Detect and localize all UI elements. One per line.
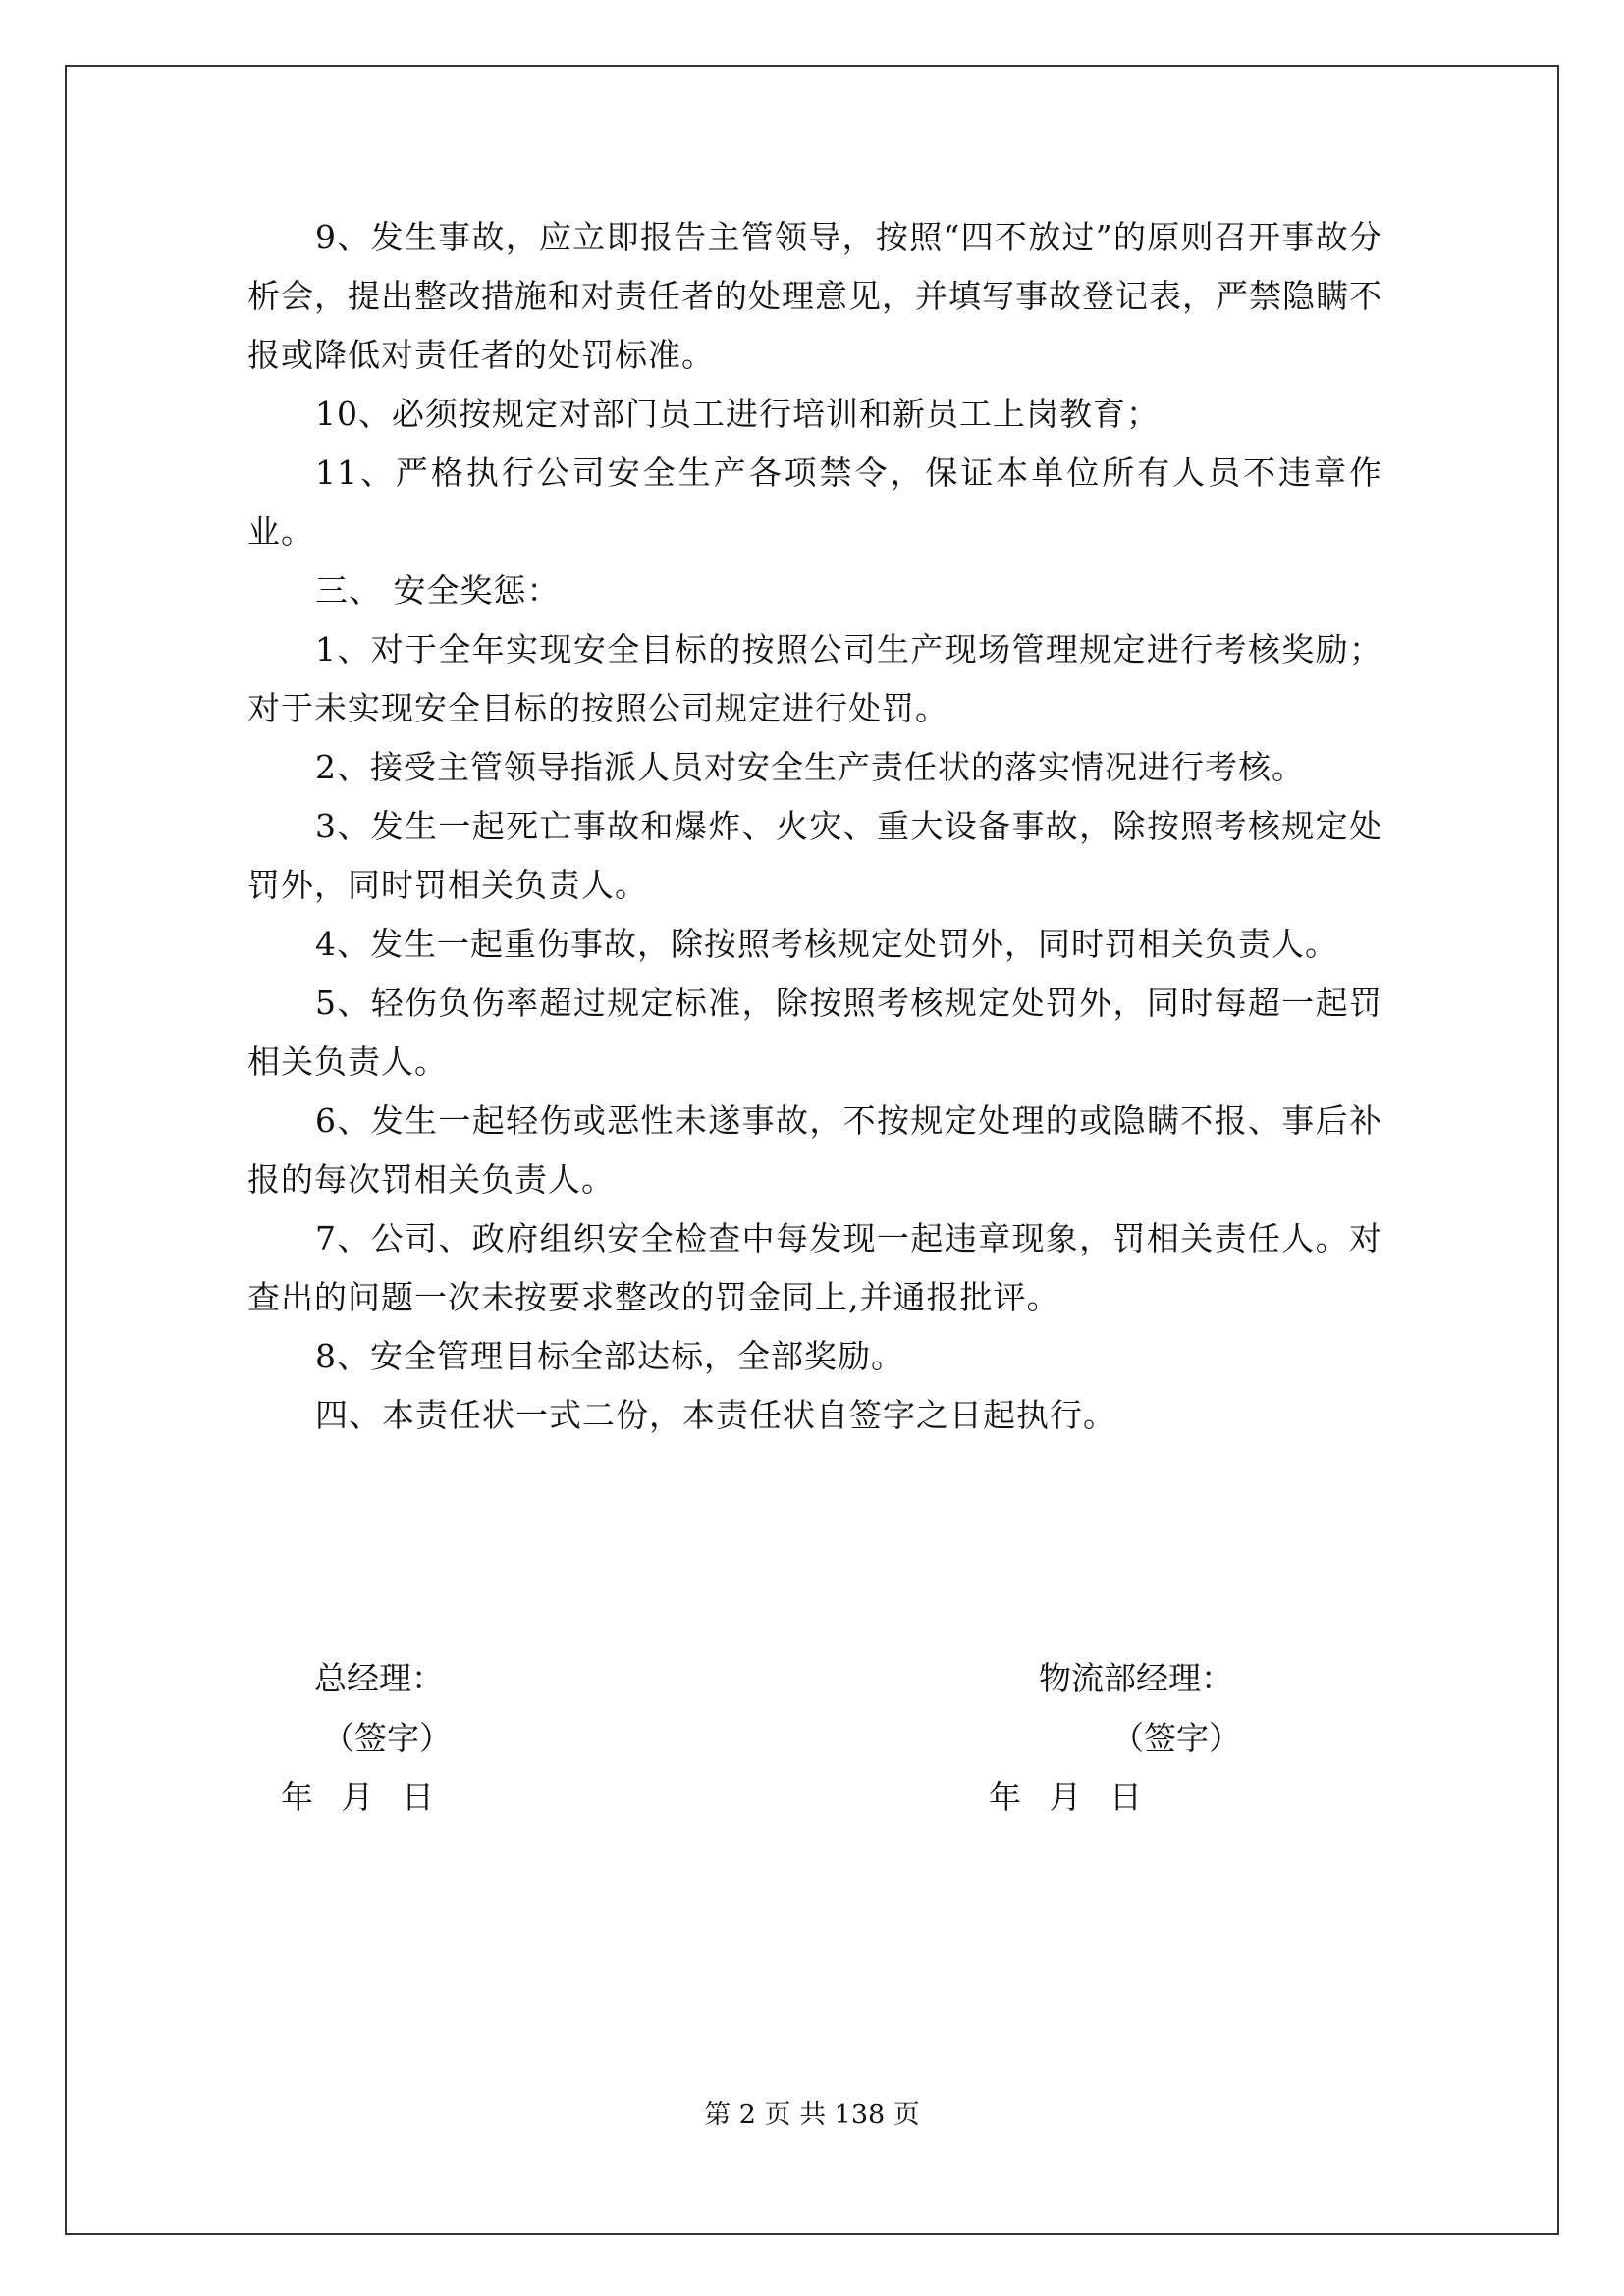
logistics-manager-label: 物流部经理：: [1039, 1659, 1233, 1697]
reward-item-5: 5、轻伤负伤率超过规定标准，除按照考核规定处罚外，同时每超一起罚相关负责人。: [247, 984, 1382, 1081]
reward-item-3: 3、发生一起死亡事故和爆炸、火灾、重大设备事故，除按照考核规定处罚外，同时罚相关负责人。: [247, 807, 1382, 904]
clause-11: 11、严格执行公司安全生产各项禁令，保证本单位所有人员不违章作业。: [247, 454, 1382, 551]
page-number-footer: 第 2 页 共 138 页: [704, 2100, 920, 2130]
clause-10: 10、必须按规定对部门员工进行培训和新员工上岗教育；: [315, 395, 1160, 433]
logistics-manager-date: 年 月 日: [989, 1778, 1142, 1816]
section-four-execution: 四、本责任状一式二份，本责任状自签字之日起执行。: [315, 1396, 1116, 1434]
document-body: [247, 208, 1382, 1445]
reward-item-4: 4、发生一起重伤事故，除按照考核规定处罚外，同时罚相关负责人。: [315, 925, 1338, 963]
general-manager-signature-note: （签字）: [322, 1719, 452, 1757]
reward-item-8: 8、安全管理目标全部达标，全部奖励。: [315, 1337, 904, 1375]
reward-item-7: 7、公司、政府组织安全检查中每发现一起违章现象，罚相关责任人。对查出的问题一次未按要求整改的罚金同上,并通报批评。: [247, 1219, 1382, 1316]
logistics-manager-signature-note: （签字）: [1111, 1719, 1241, 1757]
general-manager-date: 年 月 日: [281, 1778, 434, 1816]
reward-item-1: 1、对于全年实现安全目标的按照公司生产现场管理规定进行考核奖励；对于未实现安全目标的按照公司规定进行处罚。: [247, 630, 1382, 727]
section-heading-rewards: 三、 安全奖惩：: [315, 571, 561, 610]
clause-9: 9、发生事故，应立即报告主管领导，按照“四不放过”的原则召开事故分析会，提出整改措施和对责任者的处理意见，并填写事故登记表，严禁隐瞒不报或降低对责任者的处罚标准。: [247, 218, 1382, 374]
general-manager-label: 总经理：: [314, 1659, 444, 1697]
reward-item-2: 2、接受主管领导指派人员对安全生产责任状的落实情况进行考核。: [315, 748, 1305, 786]
reward-item-6: 6、发生一起轻伤或恶性未遂事故，不按规定处理的或隐瞒不报、事后补报的每次罚相关负责人。: [247, 1101, 1382, 1199]
